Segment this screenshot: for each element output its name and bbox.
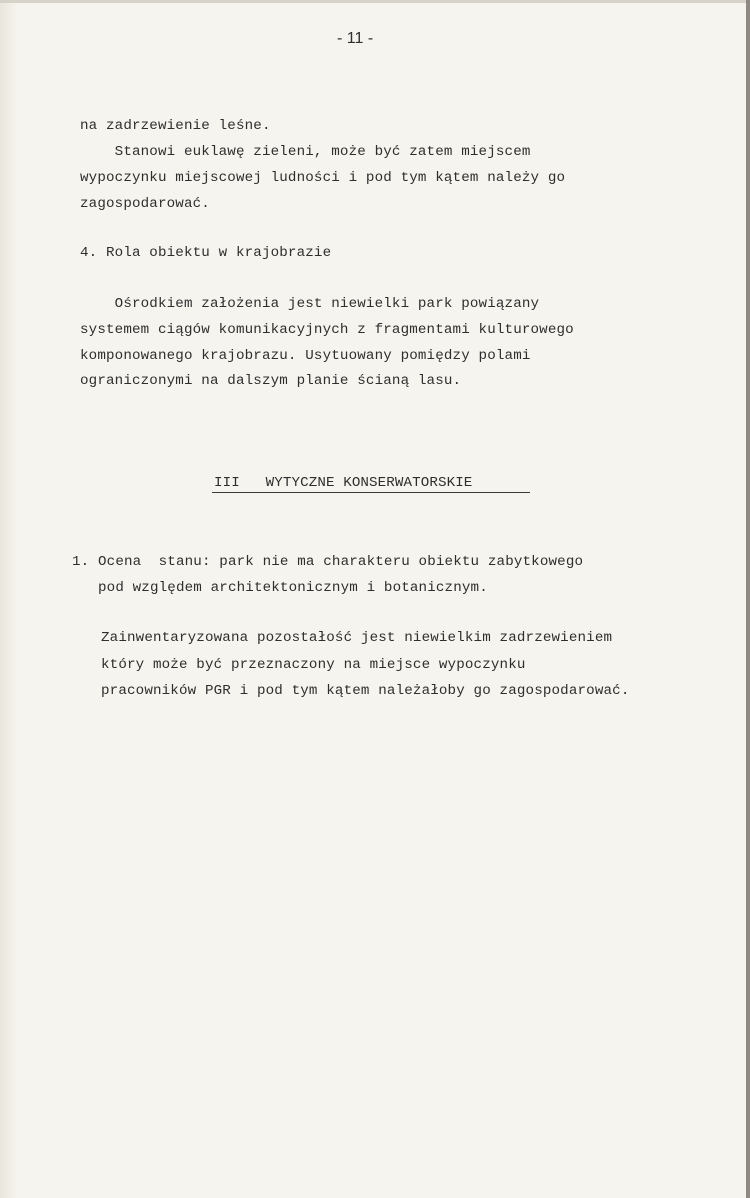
- final-paragraph-line-3: pracowników PGR i pod tym kątem należałoby go zagospodarować.: [101, 683, 630, 699]
- chapter-3-heading: III WYTYCZNE KONSERWATORSKIE: [214, 475, 473, 491]
- final-paragraph-line-2: który może być przeznaczony na miejsce wypoczynku: [101, 657, 526, 673]
- page-top-edge: [0, 0, 750, 3]
- point-1-line-1: 1. Ocena stanu: park nie ma charakteru obiektu zabytkowego: [72, 554, 584, 570]
- final-paragraph-line-1: Zainwentaryzowana pozostałość jest niewielkim zadrzewieniem: [101, 630, 613, 646]
- section-4-title: 4. Rola obiektu w krajobrazie: [80, 245, 332, 261]
- paragraph-1-line-4: zagospodarować.: [80, 196, 210, 212]
- point-1-line-2: pod względem architektonicznym i botanicznym.: [72, 580, 488, 596]
- section-4-line-4: ograniczonymi na dalszym planie ścianą lasu.: [80, 373, 462, 389]
- section-4-line-3: komponowanego krajobrazu. Usytuowany pomiędzy polami: [80, 348, 531, 364]
- paragraph-1-line-3: wypoczynku miejscowej ludności i pod tym kątem należy go: [80, 170, 566, 186]
- paragraph-1-line-1: na zadrzewienie leśne.: [80, 118, 271, 134]
- page-number: - 11 -: [337, 30, 374, 47]
- section-4-line-1: Ośrodkiem założenia jest niewielki park powiązany: [80, 296, 540, 312]
- chapter-3-heading-underline: [212, 492, 530, 493]
- section-4-line-2: systemem ciągów komunikacyjnych z fragmentami kulturowego: [80, 322, 574, 338]
- paragraph-1-line-2: Stanowi euklawę zieleni, może być zatem miejscem: [80, 144, 531, 160]
- page-binding-edge: [746, 0, 750, 1198]
